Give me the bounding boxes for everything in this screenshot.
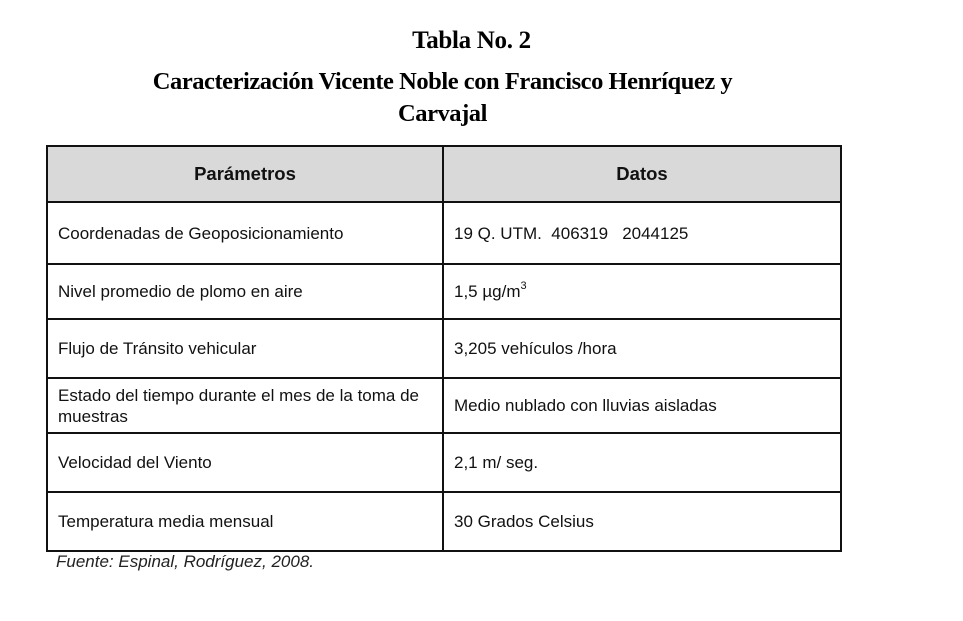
table-row [47,433,841,492]
value-cell: Medio nublado con lluvias aisladas [443,378,841,433]
unit-superscript: 3 [520,280,527,292]
source-note: Fuente: Espinal, Rodríguez, 2008. [56,552,314,571]
parameter-cell: Temperatura media mensual [47,492,443,551]
value-cell: 3,205 vehículos /hora [443,319,841,378]
column-header-datos: Datos [443,146,841,202]
characterization-table [46,145,842,552]
table-row [47,319,841,378]
table-caption [0,66,885,130]
value-cell: 19 Q. UTM. 406319 2044125 [443,202,841,264]
value-cell: 30 Grados Celsius [443,492,841,551]
parameter-cell: Nivel promedio de plomo en aire [47,264,443,319]
value-cell [443,264,841,319]
parameter-cell: Estado del tiempo durante el mes de la toma de muestras [47,378,443,433]
table-number-title: Tabla No. 2 [412,27,531,54]
table-row [47,378,841,433]
table-caption-line-1: Caracterización Vicente Noble con Francisco Henríquez y [152,68,733,95]
table-header-row [47,146,841,202]
table-row [47,492,841,551]
parameter-cell: Flujo de Tránsito vehicular [47,319,443,378]
column-header-parametros: Parámetros [47,146,443,202]
parameter-cell: Velocidad del Viento [47,433,443,492]
value-text: 1,5 µg/m [454,282,521,301]
table-caption-line-2: Carvajal [398,100,487,127]
table-row [47,264,841,319]
value-cell: 2,1 m/ seg. [443,433,841,492]
table-row [47,202,841,264]
parameter-cell: Coordenadas de Geoposicionamiento [47,202,443,264]
